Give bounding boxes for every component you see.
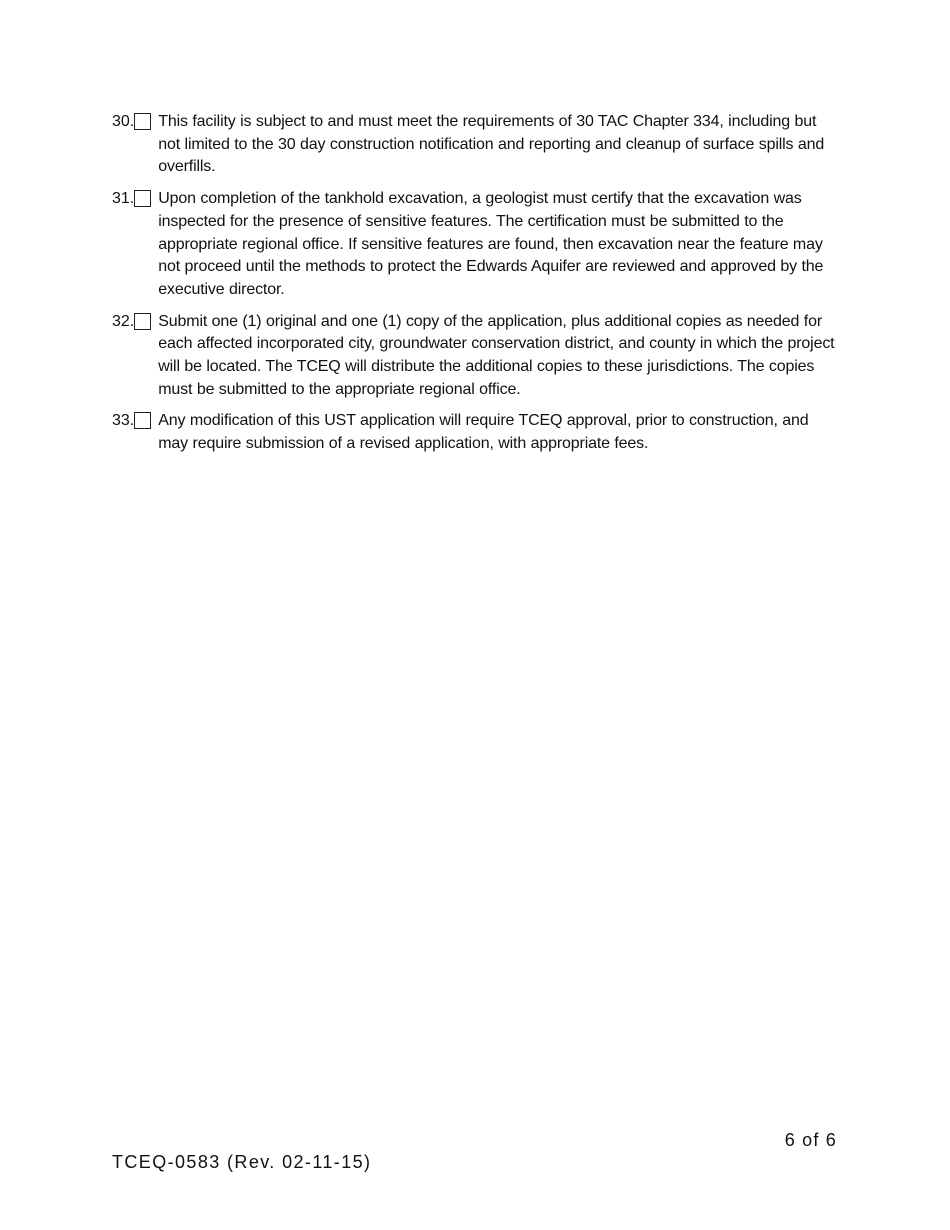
item-checkbox[interactable] <box>134 113 151 130</box>
item-number: 31. <box>112 190 135 208</box>
item-number: 32. <box>112 312 135 330</box>
checklist-item-33 <box>112 410 838 455</box>
checklist-item-32 <box>112 311 838 402</box>
page-number: 6 of 6 <box>784 1130 837 1150</box>
item-checkbox[interactable] <box>134 412 151 429</box>
item-checkbox[interactable] <box>134 190 151 207</box>
item-number: 30. <box>112 113 135 130</box>
checklist <box>112 111 838 465</box>
item-number: 33. <box>112 412 135 430</box>
item-text: Any modification of this UST application will require TCEQ approval, prior to construction, and may require submission of a revised application, with appropriate fees. <box>158 412 809 453</box>
checklist-item-30 <box>112 111 838 179</box>
checklist-item-31 <box>112 188 838 302</box>
item-checkbox[interactable] <box>134 313 151 330</box>
item-text: Submit one (1) original and one (1) copy of the application, plus additional copies as needed for each affected incorporated city, groundwater conservation district, and county in which the project will be located. The TCEQ will distribute the additional copies to these jurisdictions. The copies must be submitted to the appropriate regional office. <box>158 312 835 398</box>
item-text: This facility is subject to and must meet the requirements of 30 TAC Chapter 334, including but not limited to the 30 day construction notification and reporting and cleanup of surface spills and overfills. <box>158 113 825 176</box>
form-identifier: TCEQ-0583 (Rev. 02-11-15) <box>112 1152 372 1172</box>
item-text: Upon completion of the tankhold excavation, a geologist must certify that the excavation was inspected for the presence of sensitive features. The certification must be submitted to the appropriate regional office. If sensitive features are found, then excavation near the feature may not proceed until the methods to protect the Edwards Aquifer are reviewed and approved by the executive director. <box>158 190 824 298</box>
